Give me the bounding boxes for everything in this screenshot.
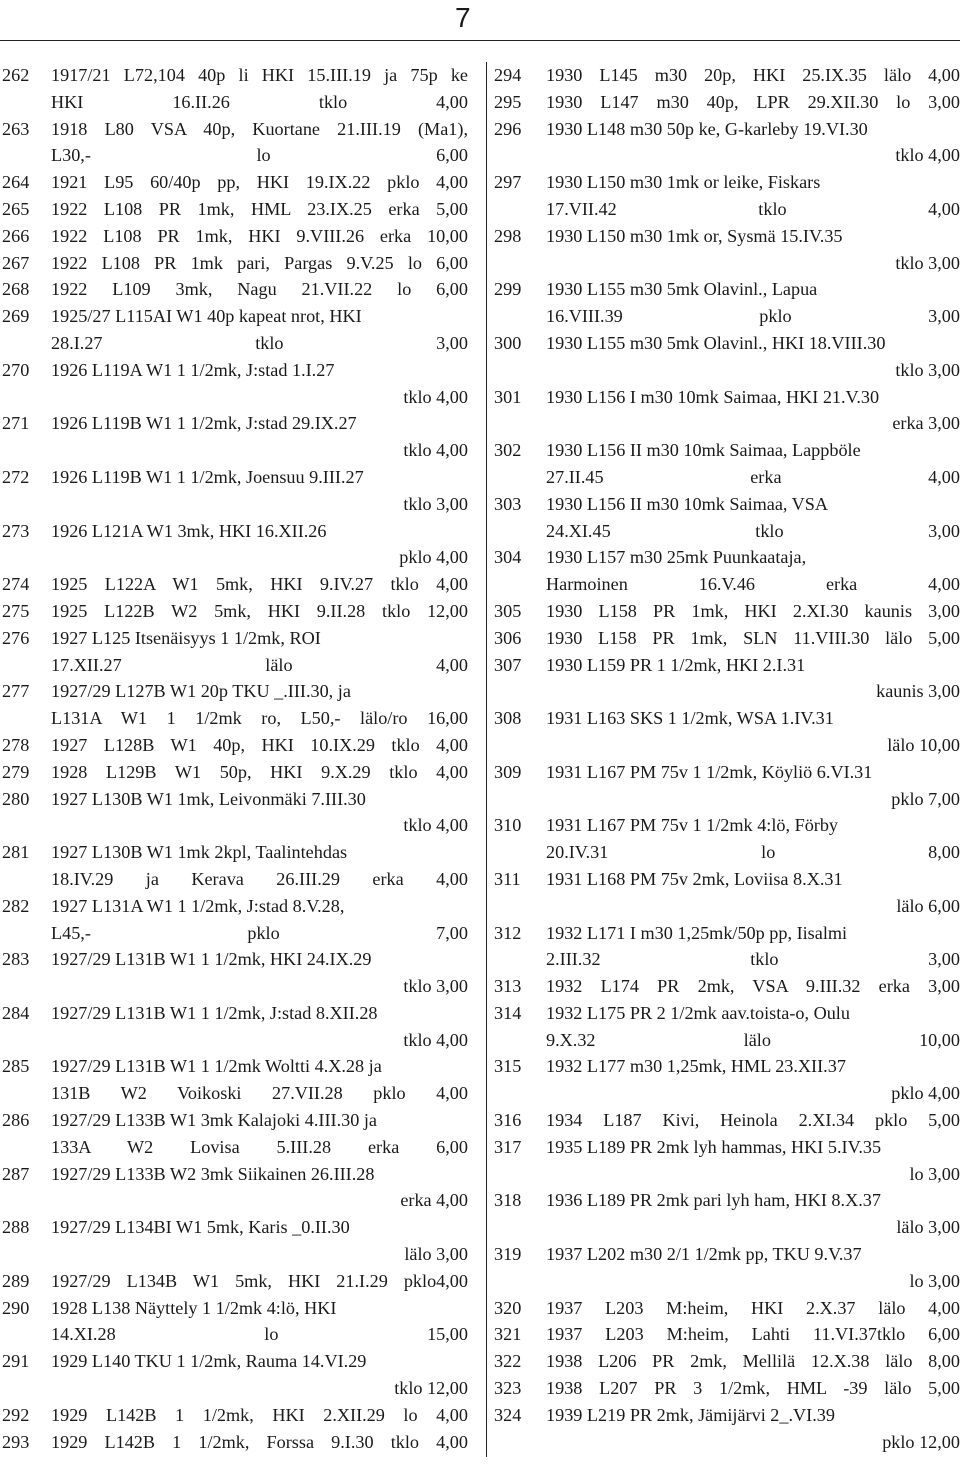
catalog-entry	[0, 786, 468, 840]
entry-line: 1927/29 L134B W1 5mk, HKI 21.I.29 pklo4,00	[51, 1270, 468, 1291]
catalog-entry	[0, 223, 468, 250]
entry-line: 1926 L119B W1 1 1/2mk, Joensuu 9.III.27	[51, 466, 364, 487]
catalog-entry	[0, 1000, 468, 1054]
catalog-entry	[494, 866, 960, 920]
entry-line: erka 3,00	[892, 413, 960, 434]
entry-line: 1927 L128B W1 40p, HKI 10.IX.29 tklo 4,00	[51, 734, 468, 755]
catalog-entry	[494, 169, 960, 223]
entry-line: 17.VII.42 tklo 4,00	[546, 198, 960, 219]
catalog-entry	[0, 598, 468, 625]
entry-line: 14.XI.28 lo 15,00	[51, 1324, 468, 1345]
entry-number: 324	[494, 1404, 522, 1425]
entry-line: 20.IV.31 lo 8,00	[546, 842, 960, 863]
entry-line: tklo 3,00	[403, 493, 468, 514]
entry-line: 1936 L189 PR 2mk pari lyh ham, HKI 8.X.37	[546, 1190, 881, 1211]
entry-number: 295	[494, 91, 522, 112]
entry-line: 1930 L158 PR 1mk, SLN 11.VIII.30 lälo 5,00	[546, 627, 960, 648]
catalog-entry	[494, 759, 960, 813]
entry-line: 1925 L122B W2 5mk, HKI 9.II.28 tklo 12,00	[51, 600, 468, 621]
entry-line: 1926 L121A W1 3mk, HKI 16.XII.26	[51, 520, 327, 541]
entry-number: 290	[2, 1297, 30, 1318]
left-column	[0, 62, 468, 1455]
catalog-entry	[0, 1053, 468, 1107]
entry-line: 1937 L202 m30 2/1 1/2mk pp, TKU 9.V.37	[546, 1244, 862, 1265]
entry-line: 1927/29 L131B W1 1 1/2mk Woltti 4.X.28 ja	[51, 1056, 382, 1077]
entry-number: 317	[494, 1136, 522, 1157]
entry-number: 307	[494, 654, 522, 675]
entry-line: pklo 7,00	[891, 788, 960, 809]
catalog-entry	[494, 276, 960, 330]
entry-line: 1938 L206 PR 2mk, Mellilä 12.X.38 lälo 8,00	[546, 1351, 960, 1372]
entry-line: 1930 L156 II m30 10mk Saimaa, VSA	[546, 493, 829, 514]
entry-line: 1932 L177 m30 1,25mk, HML 23.XII.37	[546, 1056, 846, 1077]
entry-line: 1927 L125 Itsenäisyys 1 1/2mk, ROI	[51, 627, 321, 648]
entry-line: 1927/29 L127B W1 20p TKU _.III.30, ja	[51, 681, 351, 702]
entry-number: 266	[2, 225, 30, 246]
entry-number: 268	[2, 279, 30, 300]
entry-number: 314	[494, 1002, 522, 1023]
entry-number: 303	[494, 493, 522, 514]
entry-line: 1922 L109 3mk, Nagu 21.VII.22 lo 6,00	[51, 279, 468, 300]
entry-number: 267	[2, 252, 30, 273]
entry-number: 278	[2, 734, 30, 755]
entry-line: 1930 L150 m30 1mk or, Sysmä 15.IV.35	[546, 225, 843, 246]
entry-line: 1926 L119A W1 1 1/2mk, J:stad 1.I.27	[51, 359, 335, 380]
entry-line: 1930 L156 II m30 10mk Saimaa, Lappböle	[546, 440, 861, 461]
catalog-entry	[494, 1107, 960, 1134]
entry-number: 311	[494, 868, 521, 889]
catalog-entry	[0, 1295, 468, 1349]
entry-number: 277	[2, 681, 30, 702]
entry-number: 264	[2, 172, 30, 193]
catalog-entry	[0, 946, 468, 1000]
top-rule	[0, 40, 960, 41]
catalog-entry	[494, 1402, 960, 1456]
catalog-entry	[0, 518, 468, 572]
entry-line: 1928 L138 Näyttely 1 1/2mk 4:lö, HKI	[51, 1297, 337, 1318]
catalog-entry	[0, 625, 468, 679]
entry-number: 283	[2, 949, 30, 970]
entry-line: 1930 L156 I m30 10mk Saimaa, HKI 21.V.30	[546, 386, 880, 407]
entry-number: 281	[2, 842, 30, 863]
entry-line: pklo 12,00	[882, 1431, 960, 1452]
entry-line: 1931 L167 PM 75v 1 1/2mk, Köyliö 6.VI.31	[546, 761, 873, 782]
entry-number: 269	[2, 306, 30, 327]
catalog-entry	[0, 1107, 468, 1161]
entry-line: 1922 L108 PR 1mk pari, Pargas 9.V.25 lo 6,00	[51, 252, 468, 273]
catalog-entry	[494, 652, 960, 706]
catalog-entry	[0, 1402, 468, 1429]
entry-line: 2.III.32 tklo 3,00	[546, 949, 960, 970]
entry-line: 1929 L140 TKU 1 1/2mk, Rauma 14.VI.29	[51, 1351, 367, 1372]
catalog-entry	[494, 1348, 960, 1375]
entry-line: pklo 4,00	[399, 547, 468, 568]
entry-line: 1930 L150 m30 1mk or leike, Fiskars	[546, 172, 821, 193]
catalog-entry	[0, 464, 468, 518]
catalog-entry	[0, 1268, 468, 1295]
catalog-entry	[0, 116, 468, 170]
entry-line: 1939 L219 PR 2mk, Jämijärvi 2_.VI.39	[546, 1404, 835, 1425]
entry-number: 288	[2, 1217, 30, 1238]
entry-line: 1927/29 L133B W1 3mk Kalajoki 4.III.30 ja	[51, 1110, 377, 1131]
entry-line: lälo 3,00	[404, 1244, 468, 1265]
catalog-entry	[494, 330, 960, 384]
entry-line: 24.XI.45 tklo 3,00	[546, 520, 960, 541]
entry-number: 282	[2, 895, 30, 916]
entry-line: tklo 3,00	[895, 252, 960, 273]
entry-number: 280	[2, 788, 30, 809]
entry-number: 312	[494, 922, 522, 943]
entry-line: 1935 L189 PR 2mk lyh hammas, HKI 5.IV.35	[546, 1136, 882, 1157]
entry-line: 27.II.45 erka 4,00	[546, 466, 960, 487]
catalog-entry	[0, 678, 468, 732]
entry-number: 287	[2, 1163, 30, 1184]
entry-line: lälo 3,00	[896, 1217, 960, 1238]
entry-line: 1931 L168 PM 75v 2mk, Loviisa 8.X.31	[546, 868, 843, 889]
entry-number: 302	[494, 440, 522, 461]
entry-line: 1927 L130B W1 1mk, Leivonmäki 7.III.30	[51, 788, 366, 809]
entry-line: 1930 L155 m30 5mk Olavinl., HKI 18.VIII.30	[546, 332, 886, 353]
entry-number: 284	[2, 1002, 30, 1023]
catalog-entry	[494, 62, 960, 89]
catalog-entry	[0, 276, 468, 303]
catalog-entry	[494, 920, 960, 974]
entry-line: 9.X.32 lälo 10,00	[546, 1029, 960, 1050]
catalog-entry	[494, 625, 960, 652]
catalog-entry	[0, 1214, 468, 1268]
entry-line: 1927/29 L133B W2 3mk Siikainen 26.III.28	[51, 1163, 375, 1184]
entry-number: 262	[2, 65, 30, 85]
entry-line: 1927 L131A W1 1 1/2mk, J:stad 8.V.28,	[51, 895, 345, 916]
entry-line: lälo 6,00	[896, 895, 960, 916]
catalog-entry	[494, 223, 960, 277]
entry-line: 1925 L122A W1 5mk, HKI 9.IV.27 tklo 4,00	[51, 574, 468, 595]
entry-line: 1928 L129B W1 50p, HKI 9.X.29 tklo 4,00	[51, 761, 468, 782]
entry-number: 316	[494, 1110, 522, 1131]
entry-line: kaunis 3,00	[876, 681, 960, 702]
entry-line: 1926 L119B W1 1 1/2mk, J:stad 29.IX.27	[51, 413, 357, 434]
catalog-entry	[0, 169, 468, 196]
entry-line: 1925/27 L115AI W1 40p kapeat nrot, HKI	[51, 306, 362, 327]
entry-line: 1938 L207 PR 3 1/2mk, HML -39 lälo 5,00	[546, 1378, 960, 1399]
entry-line: lälo 10,00	[887, 734, 960, 755]
entry-number: 273	[2, 520, 30, 541]
catalog-entry	[494, 1053, 960, 1107]
entry-number: 272	[2, 466, 30, 487]
entry-number: 292	[2, 1404, 30, 1425]
catalog-entry	[0, 250, 468, 277]
entry-line: tklo 4,00	[895, 145, 960, 166]
catalog-entry	[494, 812, 960, 866]
entry-line: 1921 L95 60/40p pp, HKI 19.IX.22 pklo 4,00	[51, 172, 468, 193]
entry-line: 1929 L142B 1 1/2mk, HKI 2.XII.29 lo 4,00	[51, 1404, 468, 1425]
entry-line: 1927/29 L131B W1 1 1/2mk, HKI 24.IX.29	[51, 949, 372, 970]
entry-line: 1930 L158 PR 1mk, HKI 2.XI.30 kaunis 3,00	[546, 600, 960, 621]
catalog-entry	[0, 303, 468, 357]
catalog-entry	[494, 1321, 960, 1348]
entry-line: L131A W1 1 1/2mk ro, L50,- lälo/ro 16,00	[51, 708, 468, 729]
entry-number: 304	[494, 547, 522, 568]
entry-line: 1930 L155 m30 5mk Olavinl., Lapua	[546, 279, 818, 300]
entry-number: 274	[2, 574, 30, 595]
catalog-entry	[494, 1000, 960, 1054]
catalog-entry	[494, 705, 960, 759]
entry-number: 300	[494, 332, 522, 353]
catalog-entry	[494, 1241, 960, 1295]
entry-number: 263	[2, 118, 30, 139]
entry-line: L45,- pklo 7,00	[51, 922, 468, 943]
entry-line: 1930 L159 PR 1 1/2mk, HKI 2.I.31	[546, 654, 806, 675]
catalog-entry	[494, 1134, 960, 1188]
entry-number: 294	[494, 65, 522, 85]
entry-number: 319	[494, 1244, 522, 1265]
entry-line: 1930 L145 m30 20p, HKI 25.IX.35 lälo 4,00	[546, 65, 960, 85]
entry-line: erka 4,00	[400, 1190, 468, 1211]
entry-number: 289	[2, 1270, 30, 1291]
entry-number: 301	[494, 386, 522, 407]
entry-line: 1927/29 L131B W1 1 1/2mk, J:stad 8.XII.28	[51, 1002, 378, 1023]
entry-line: 1930 L147 m30 40p, LPR 29.XII.30 lo 3,00	[546, 91, 960, 112]
entry-number: 271	[2, 413, 30, 434]
catalog-entry	[494, 384, 960, 438]
entry-line: lo 3,00	[909, 1270, 960, 1291]
catalog-entry	[0, 196, 468, 223]
catalog-entry	[494, 1295, 960, 1322]
entry-number: 286	[2, 1110, 30, 1131]
entry-line: tklo 3,00	[895, 359, 960, 380]
entry-line: 1930 L157 m30 25mk Puunkaataja,	[546, 547, 807, 568]
entry-line: tklo 12,00	[394, 1378, 468, 1399]
entry-number: 318	[494, 1190, 522, 1211]
catalog-entry	[494, 89, 960, 116]
catalog-entry	[494, 1187, 960, 1241]
entry-line: 1932 L174 PR 2mk, VSA 9.III.32 erka 3,00	[546, 976, 960, 997]
entry-number: 323	[494, 1378, 522, 1399]
entry-line: 1917/21 L72,104 40p li HKI 15.III.19 ja 75p ke	[51, 65, 468, 85]
entry-line: tklo 3,00	[403, 976, 468, 997]
entry-line: 1922 L108 PR 1mk, HKI 9.VIII.26 erka 10,00	[51, 225, 468, 246]
catalog-entry	[0, 357, 468, 411]
entry-line: Harmoinen 16.V.46 erka 4,00	[546, 574, 960, 595]
entry-number: 309	[494, 761, 522, 782]
catalog-entry	[494, 437, 960, 491]
entry-line: 1931 L167 PM 75v 1 1/2mk 4:lö, Förby	[546, 815, 839, 836]
catalog-entry	[494, 491, 960, 545]
entry-number: 291	[2, 1351, 30, 1372]
entry-line: lo 3,00	[909, 1163, 960, 1184]
entry-line: 1937 L203 M:heim, HKI 2.X.37 lälo 4,00	[546, 1297, 960, 1318]
entry-line: 133A W2 Lovisa 5.III.28 erka 6,00	[51, 1136, 468, 1157]
entry-line: 1932 L171 I m30 1,25mk/50p pp, Iisalmi	[546, 922, 848, 943]
entry-line: pklo 4,00	[891, 1083, 960, 1104]
entry-line: 1934 L187 Kivi, Heinola 2.XI.34 pklo 5,00	[546, 1110, 960, 1131]
catalog-entry	[494, 598, 960, 625]
catalog-entry	[0, 62, 468, 116]
entry-line: 1922 L108 PR 1mk, HML 23.IX.25 erka 5,00	[51, 198, 468, 219]
entry-line: 1927/29 L134BI W1 5mk, Karis _0.II.30	[51, 1217, 350, 1238]
entry-line: 131B W2 Voikoski 27.VII.28 pklo 4,00	[51, 1083, 468, 1104]
entry-number: 305	[494, 600, 522, 621]
entry-number: 320	[494, 1297, 522, 1318]
catalog-entry	[494, 973, 960, 1000]
entry-number: 298	[494, 225, 522, 246]
entry-line: 1931 L163 SKS 1 1/2mk, WSA 1.IV.31	[546, 708, 834, 729]
entry-line: L30,- lo 6,00	[51, 145, 468, 166]
entry-line: 1937 L203 M:heim, Lahti 11.VI.37tklo 6,00	[546, 1324, 960, 1345]
column-divider	[486, 62, 487, 1457]
catalog-entry	[0, 759, 468, 786]
entry-number: 308	[494, 708, 522, 729]
catalog-entry	[494, 544, 960, 598]
catalog-entry	[0, 732, 468, 759]
entry-number: 265	[2, 198, 30, 219]
entry-number: 313	[494, 976, 522, 997]
entry-line: 1918 L80 VSA 40p, Kuortane 21.III.19 (Ma1),	[51, 118, 468, 139]
catalog-entry	[0, 410, 468, 464]
entry-number: 293	[2, 1431, 30, 1452]
catalog-entry	[494, 116, 960, 170]
catalog-entry	[0, 1429, 468, 1456]
entry-line: tklo 4,00	[403, 1029, 468, 1050]
catalog-entry	[0, 1161, 468, 1215]
entry-line: HKI 16.II.26 tklo 4,00	[51, 91, 468, 112]
entry-line: tklo 4,00	[403, 440, 468, 461]
entry-number: 275	[2, 600, 30, 621]
page-number: 7	[455, 2, 471, 33]
entry-line: 16.VIII.39 pklo 3,00	[546, 306, 960, 327]
entry-line: 28.I.27 tklo 3,00	[51, 332, 468, 353]
right-column	[494, 62, 960, 1455]
entry-number: 315	[494, 1056, 522, 1077]
entry-number: 279	[2, 761, 30, 782]
entry-number: 321	[494, 1324, 522, 1345]
entry-line: 18.IV.29 ja Kerava 26.III.29 erka 4,00	[51, 868, 468, 889]
catalog-entry	[0, 839, 468, 893]
entry-number: 310	[494, 815, 522, 836]
entry-number: 276	[2, 627, 30, 648]
entry-number: 306	[494, 627, 522, 648]
entry-line: 1930 L148 m30 50p ke, G-karleby 19.VI.30	[546, 118, 868, 139]
entry-number: 296	[494, 118, 522, 139]
entry-number: 270	[2, 359, 30, 380]
entry-line: 1932 L175 PR 2 1/2mk aav.toista-o, Oulu	[546, 1002, 850, 1023]
catalog-entry	[0, 571, 468, 598]
catalog-entry	[0, 1348, 468, 1402]
entry-line: tklo 4,00	[403, 815, 468, 836]
entry-number: 322	[494, 1351, 522, 1372]
entry-number: 285	[2, 1056, 30, 1077]
entry-line: 17.XII.27 lälo 4,00	[51, 654, 468, 675]
entry-line: tklo 4,00	[403, 386, 468, 407]
catalog-entry	[494, 1375, 960, 1402]
entry-number: 297	[494, 172, 522, 193]
entry-number: 299	[494, 279, 522, 300]
catalog-entry	[0, 893, 468, 947]
entry-line: 1927 L130B W1 1mk 2kpl, Taalintehdas	[51, 842, 348, 863]
entry-line: 1929 L142B 1 1/2mk, Forssa 9.I.30 tklo 4,00	[51, 1431, 468, 1452]
